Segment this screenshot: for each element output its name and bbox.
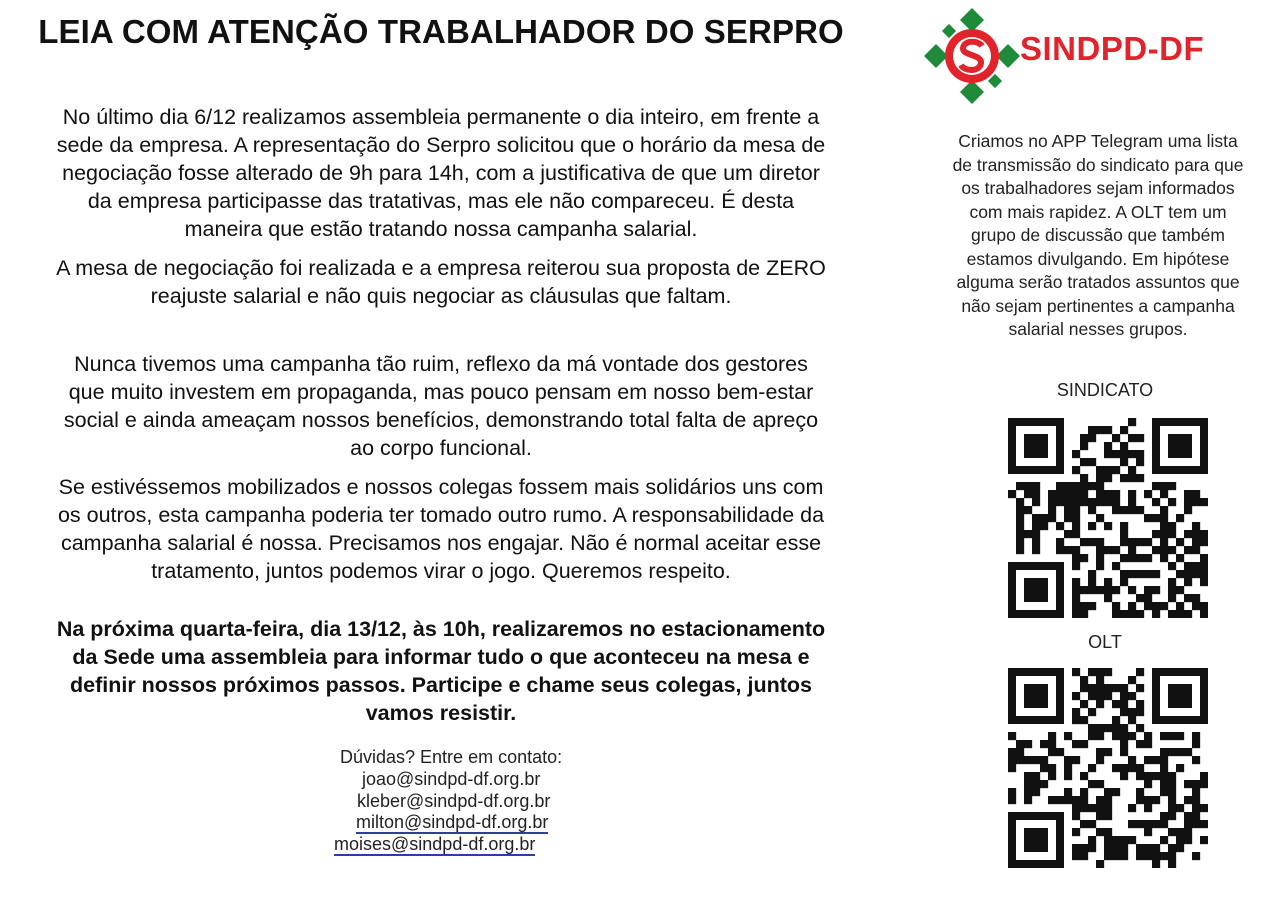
paragraph-campaign [10,350,872,462]
contact-email-moises[interactable]: moises@sindpd-df.org.br [334,834,536,854]
text-line: sede da empresa. A representação do Serpro solicitou que o horário da mesa de [56,133,826,157]
contact-email-kleber: kleber@sindpd-df.org.br [357,791,551,811]
logo-wordmark: SINDPD-DF [1020,30,1205,67]
text-line: Na próxima quarta-feira, dia 13/12, às 10h, realizaremos no estacionamento [56,617,826,641]
text-line: ao corpo funcional. [350,436,532,460]
text-line: tratamento, juntos podemos virar o jogo. Queremos respeito. [151,559,731,583]
contact-email-joao: joao@sindpd-df.org.br [362,769,541,789]
text-line: Se estivéssemos mobilizados e nossos colegas fossem mais solidários uns com [58,475,824,499]
text-line: alguma serão tratados assuntos que [956,272,1240,292]
qr-label-olt: OLT [1088,632,1122,652]
text-line: os outros, esta campanha poderia ter tomado outro rumo. A responsabilidade da [57,503,825,527]
text-line: Nunca tivemos uma campanha tão ruim, reflexo da má vontade dos gestores [74,352,808,376]
paragraph-mobilization [10,473,872,585]
text-line: maneira que estão tratando nossa campanha salarial. [184,217,698,241]
contact-email-milton[interactable]: milton@sindpd-df.org.br [356,812,549,832]
text-line: estamos divulgando. Em hipótese [966,248,1230,269]
text-line: campanha salarial é nossa. Precisamos nos engajar. Não é normal aceitar esse [60,531,822,555]
text-line: que muito investem em propaganda, mas pouco pensam em nosso bem-estar [68,380,814,404]
text-line: No último dia 6/12 realizamos assembleia permanente o dia inteiro, em frente a [62,105,820,129]
text-line: os trabalhadores sejam informados [961,178,1235,198]
text-line: reajuste salarial e não quis negociar as cláusulas que faltam. [150,284,732,308]
text-line: definir nossos próximos passos. Participe e chame seus colegas, juntos [69,673,812,697]
text-line: de transmissão do sindicato para que [952,154,1244,175]
telegram-info [934,130,1262,342]
text-line: salarial nesses grupos. [1008,319,1188,339]
logo-emblem-icon [922,6,1022,106]
text-line: grupo de discussão que também [971,225,1225,245]
qr-code-sindicato-icon[interactable] [1008,418,1208,618]
page-title: LEIA COM ATENÇÃO TRABALHADOR DO SERPRO [38,13,844,50]
sidebar [910,0,1280,898]
text-line: da Sede uma assembleia para informar tudo o que aconteceu na mesa e [72,645,810,669]
qr-code-olt-icon[interactable] [1008,668,1208,868]
text-line: vamos resistir. [365,701,517,725]
text-line: negociação fosse alterado de 9h para 14h, com a justificativa de que um diretor [62,161,820,185]
text-line: não sejam pertinentes a campanha [961,295,1235,316]
paragraph-call-to-action [10,615,872,727]
qr-label-sindicato: SINDICATO [1056,380,1154,400]
text-line: Criamos no APP Telegram uma lista [958,131,1238,151]
contact-heading: Dúvidas? Entre em contato: [340,747,563,767]
sindpd-logo [922,6,1222,106]
flyer-main [10,0,872,727]
paragraph-negotiation [10,254,872,310]
paragraph-assembly [10,103,872,243]
text-line: da empresa participasse das tratativas, mas ele não compareceu. É desta [87,189,795,213]
text-line: com mais rapidez. A OLT tem um [969,201,1227,222]
text-line: social e ainda ameaçam nossos benefícios, demonstrando total falta de apreço [63,408,819,432]
text-line: A mesa de negociação foi realizada e a empresa reiterou sua proposta de ZERO [56,256,826,280]
